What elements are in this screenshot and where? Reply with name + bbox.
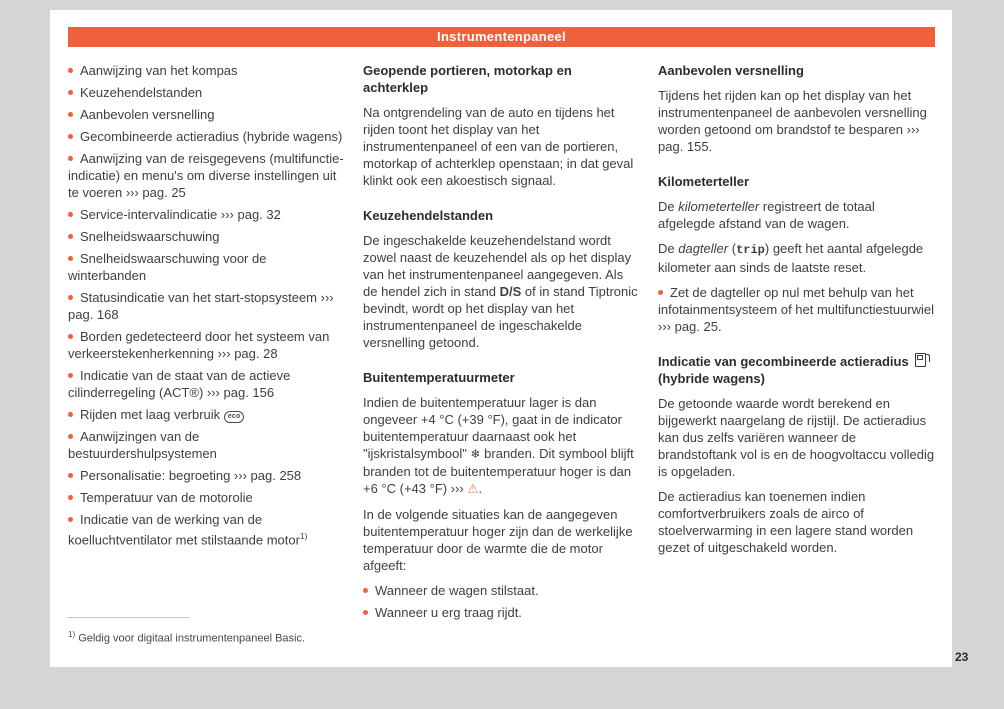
list-item: Aanwijzing van het kompas (68, 62, 345, 79)
middle-column (363, 62, 640, 626)
footnote-divider (68, 617, 190, 618)
list-item: Gecombineerde actieradius (hybride wagens) (68, 128, 345, 145)
paragraph: Indien de buitentemperatuur lager is dan ongeveer +4 °C (+39 °F), gaat in de indicator buitentemperatuur daarnaast ook het "ijskristalsymbool" ❄ branden. Dit symbool blijft branden tot de buitentemperatuur hoger is dan +6 °C (+43 °F) ››› ⚠. (363, 395, 634, 496)
section-actieradius-hybride (658, 353, 935, 556)
paragraph: De dagteller (trip) geeft het aantal afgelegde kilometer aan sinds de laatste reset. (658, 241, 924, 275)
list-item: Aanwijzing van de reisgegevens (multifunctie-indicatie) en menu's om diverse instellingen uit te voeren ››› pag. 25 (68, 151, 344, 200)
paragraph: Na ontgrendeling van de auto en tijdens het rijden toont het display van het instrumentenpaneel of een van de portieren, motorkap of achterklep openstaan; in dat geval klinkt ook een akoestisch signaal. (363, 105, 634, 188)
list-item: Aanbevolen versnelling (68, 106, 345, 123)
warning-triangle-icon: ⚠ (467, 482, 479, 496)
section-aanbevolen-versnelling (658, 62, 935, 155)
paragraph: De getoonde waarde wordt berekend en bijgewerkt naargelang de rijstijl. De actieradius kan dus zelfs variëren wanneer de brandstoftank vol is en de hoogvoltaccu volledig is opgeladen. (658, 396, 935, 479)
footnote-marker: 1) (68, 630, 76, 639)
snowflake-icon: ❄ (470, 447, 481, 461)
footnote-body: Geldig voor digitaal instrumentenpaneel Basic. (78, 632, 306, 645)
list-item: Indicatie van de staat van de actieve cilinderregeling (ACT®) ››› pag. 156 (68, 367, 345, 401)
section-heading: Keuzehendelstanden (363, 208, 494, 223)
paragraph: De ingeschakelde keuzehendelstand wordt zowel naast de keuzehendel als op het display van het instrumentenpaneel aangegeven. Als de hendel zich in stand D/S of in stand Tiptronic bevindt, wordt op het display van het instrumentenpaneel de ingeschakelde versnelling getoond. (363, 233, 638, 350)
section-heading: Buitentemperatuurmeter (363, 370, 515, 385)
list-item: Snelheidswaarschuwing voor de winterbanden (68, 250, 345, 284)
feature-bullet-list (68, 62, 345, 548)
chapter-header-bar (68, 27, 935, 47)
left-column (68, 62, 345, 626)
chapter-title: Instrumentenpaneel (437, 29, 566, 44)
right-column (658, 62, 935, 626)
list-item: Zet de dagteller op nul met behulp van het infotainmentsysteem of het multifunctiestuurwiel ››› pag. 25. (658, 285, 935, 334)
eco-icon: eco (224, 411, 245, 423)
list-item: Temperatuur van de motorolie (68, 489, 345, 506)
paragraph: In de volgende situaties kan de aangegeven buitentemperatuur hoger zijn dan de werkelijke temperatuur door de warmte die de motor afgeeft: (363, 507, 633, 573)
list-item: Aanwijzingen van de bestuurdershulpsystemen (68, 428, 345, 462)
list-item: Service-intervalindicatie ››› pag. 32 (68, 206, 345, 223)
paragraph: De kilometerteller registreert de totaal afgelegde afstand van de wagen. (658, 199, 875, 231)
section-heading: Geopende portieren, motorkap en achterklep (363, 63, 572, 95)
section-kilometerteller (658, 173, 935, 335)
paragraph: Tijdens het rijden kan op het display van het instrumentenpaneel de aanbevolen versnelling worden getoond om brandstof te besparen ››› pag. 155. (658, 88, 927, 154)
list-item: Wanneer u erg traag rijdt. (363, 604, 640, 621)
list-item: Snelheidswaarschuwing (68, 228, 345, 245)
footnote-text (68, 628, 368, 646)
list-item: Personalisatie: begroeting ››› pag. 258 (68, 467, 345, 484)
list-item: Keuzehendelstanden (68, 84, 345, 101)
section-heading: Kilometerteller (658, 174, 750, 189)
footnote (68, 617, 368, 646)
section-buitentemperatuurmeter (363, 369, 640, 621)
section-geopende-portieren (363, 62, 640, 189)
fuel-pump-icon (915, 353, 926, 367)
section-heading: Aanbevolen versnelling (658, 63, 804, 78)
list-item: Rijden met laag verbruik eco (68, 406, 345, 423)
list-item: Borden gedetecteerd door het systeem van verkeerstekenherkenning ››› pag. 28 (68, 328, 345, 362)
section-keuzehendelstanden (363, 207, 640, 351)
manual-page (50, 10, 952, 667)
page-number: 23 (955, 650, 969, 664)
content-columns (68, 62, 935, 626)
list-item: Wanneer de wagen stilstaat. (363, 582, 640, 599)
paragraph: De actieradius kan toenemen indien comfortverbruikers zoals de airco of stoelverwarming in een lagere stand worden gezet of uitgeschakeld worden. (658, 489, 914, 555)
section-heading: Indicatie van gecombineerde actieradius (hybride wagens) (658, 353, 935, 387)
list-item: Statusindicatie van het start-stopsysteem ››› pag. 168 (68, 289, 345, 323)
list-item: Indicatie van de werking van de koelluchtventilator met stilstaande motor$^{1)}$ (68, 511, 345, 548)
